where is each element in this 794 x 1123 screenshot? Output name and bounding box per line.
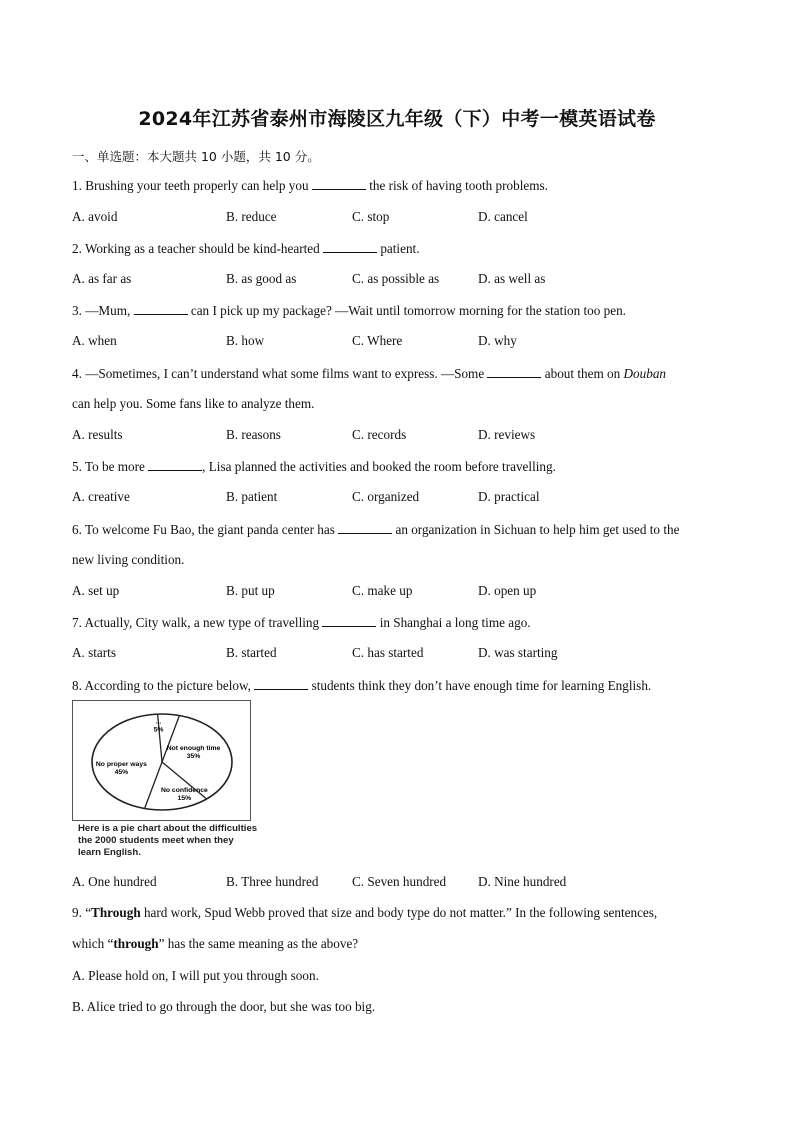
- question-6: 6. To welcome Fu Bao, the giant panda center has an organization in Sichuan to help him get used to the: [72, 522, 680, 537]
- option-d[interactable]: D. cancel: [478, 209, 528, 224]
- option-c[interactable]: C. organized: [352, 489, 420, 504]
- pie-slice-value: 5%: [153, 726, 164, 734]
- option-d[interactable]: D. Nine hundred: [478, 874, 567, 889]
- question-7: 7. Actually, City walk, a new type of travelling in Shanghai a long time ago.: [72, 615, 531, 630]
- option-d[interactable]: D. why: [478, 333, 517, 348]
- pie-slice-label: ...: [155, 718, 162, 726]
- chart-caption: Here is a pie chart about the difficulties the 2000 students meet when they learn English.: [78, 823, 258, 858]
- option-c[interactable]: C. has started: [352, 645, 424, 660]
- pie-slice-value: 45%: [114, 768, 129, 776]
- option-a[interactable]: A. starts: [72, 645, 116, 660]
- pie-slice-value: 15%: [177, 794, 192, 802]
- question-4: 4. —Sometimes, I can’t understand what some films want to express. —Some about them on Douban: [72, 366, 667, 381]
- option-c[interactable]: C. as possible as: [352, 271, 440, 286]
- question-1: 1. Brushing your teeth properly can help you the risk of having tooth problems.: [72, 178, 548, 193]
- option-d[interactable]: D. as well as: [478, 271, 546, 286]
- answer-blank: [312, 177, 366, 190]
- question-9: 9. “Through hard work, Spud Webb proved that size and body type do not matter.” In the following sentences,: [72, 905, 658, 920]
- option-b[interactable]: B. put up: [226, 583, 275, 598]
- option-d[interactable]: D. open up: [478, 583, 537, 598]
- answer-blank: [148, 458, 202, 471]
- question-3: 3. —Mum, can I pick up my package? —Wait until tomorrow morning for the station too pen.: [72, 303, 626, 318]
- question-8-options: [72, 874, 712, 892]
- answer-blank: [338, 521, 392, 534]
- option-a[interactable]: A. One hundred: [72, 874, 157, 889]
- question-9-continued: which “through” has the same meaning as the above?: [72, 936, 359, 951]
- question-4-options: [72, 427, 712, 445]
- option-c[interactable]: C. make up: [352, 583, 413, 598]
- page-title: 2024年江苏省泰州市海陵区九年级（下）中考一模英语试卷: [138, 108, 656, 130]
- option-c[interactable]: C. Where: [352, 333, 403, 348]
- option-b[interactable]: B. started: [226, 645, 277, 660]
- pie-chart-figure: [72, 700, 258, 865]
- option-d[interactable]: D. reviews: [478, 427, 536, 442]
- question-7-options: [72, 645, 712, 663]
- option-a[interactable]: A. results: [72, 427, 123, 442]
- option-b[interactable]: B. reduce: [226, 209, 277, 224]
- answer-blank: [322, 614, 376, 627]
- pie-slice-label: No confidence: [160, 786, 208, 794]
- answer-blank: [134, 302, 188, 315]
- question-5: 5. To be more , Lisa planned the activities and booked the room before travelling.: [72, 459, 556, 474]
- option-b[interactable]: B. Three hundred: [226, 874, 319, 889]
- option-c[interactable]: C. records: [352, 427, 407, 442]
- question-6-continued: new living condition.: [72, 552, 185, 567]
- pie-chart: [72, 700, 252, 822]
- option-b[interactable]: B. patient: [226, 489, 278, 504]
- question-6-options: [72, 583, 712, 601]
- question-9-option-b[interactable]: B. Alice tried to go through the door, but she was too big.: [72, 999, 376, 1014]
- answer-blank: [323, 240, 377, 253]
- option-a[interactable]: A. creative: [72, 489, 130, 504]
- option-b[interactable]: B. reasons: [226, 427, 281, 442]
- question-5-options: [72, 489, 712, 507]
- question-2: 2. Working as a teacher should be kind-hearted patient.: [72, 241, 420, 256]
- option-b[interactable]: B. how: [226, 333, 265, 348]
- question-4-continued: can help you. Some fans like to analyze them.: [72, 396, 315, 411]
- section-heading: 一、单选题：本大题共 10 小题，共 10 分。: [72, 149, 320, 164]
- answer-blank: [254, 677, 308, 690]
- option-a[interactable]: A. avoid: [72, 209, 118, 224]
- question-1-options: [72, 209, 712, 227]
- question-3-options: [72, 333, 712, 351]
- option-d[interactable]: D. was starting: [478, 645, 558, 660]
- answer-blank: [487, 365, 541, 378]
- option-a[interactable]: A. as far as: [72, 271, 132, 286]
- question-2-options: [72, 271, 712, 289]
- option-d[interactable]: D. practical: [478, 489, 540, 504]
- pie-slice-label: Not enough time: [166, 745, 221, 752]
- question-8: 8. According to the picture below, students think they don’t have enough time for learning English.: [72, 678, 652, 693]
- pie-slice-label: No proper ways: [95, 760, 147, 768]
- option-a[interactable]: A. when: [72, 333, 117, 348]
- question-9-option-a[interactable]: A. Please hold on, I will put you through soon.: [72, 968, 319, 983]
- option-c[interactable]: C. stop: [352, 209, 390, 224]
- option-a[interactable]: A. set up: [72, 583, 120, 598]
- option-b[interactable]: B. as good as: [226, 271, 297, 286]
- option-c[interactable]: C. Seven hundred: [352, 874, 447, 889]
- pie-slice-value: 35%: [186, 753, 201, 760]
